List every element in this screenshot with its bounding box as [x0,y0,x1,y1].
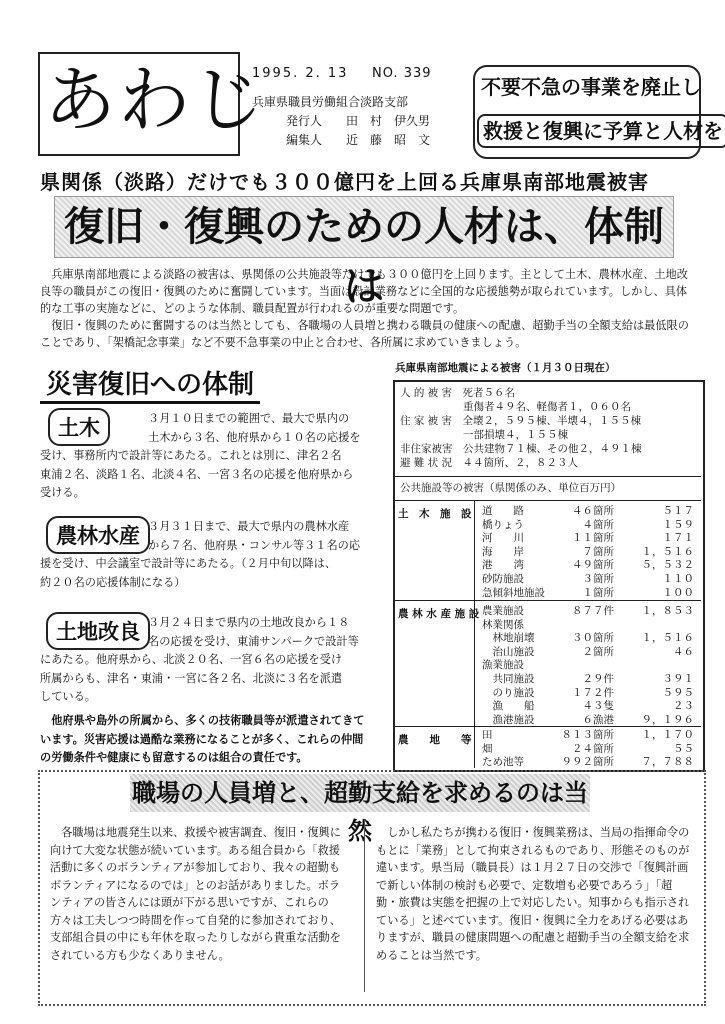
item-line: 名の応援を受け、東浦サンパークで設計等 [148,634,359,648]
item-line: から７名、他府県・コンサル等３１名の応 [148,538,361,552]
item-line: している。 [40,690,96,703]
facility-count: ７箇所 [582,545,614,558]
category-label: 農 林 水 産 施 設 [398,608,480,620]
facility-amount: ５，５３２ [641,559,694,572]
summary-row: 重傷者４９名、軽傷者１，０６０名 [400,401,631,413]
item-line: 所属からも、津名・東浦・一宮に各２名、北淡に３名を派遣 [40,671,343,685]
facility-amount: １１０ [662,573,694,585]
item-line: 受け、事務所内で設計等にあたる。これとは別に、津名２名 [40,449,342,462]
facility-amount: ５１７ [662,505,694,517]
facility-name: 急傾斜地施設 [482,586,545,599]
facility-count: １箇所 [582,586,614,599]
divider [393,500,701,501]
public-title: 公共施設等の被害（県関係のみ、単位百万円） [400,482,622,494]
section-title: 災害復旧への体制 [40,364,260,404]
item-norin [40,518,370,592]
facility-count: ４９箇所 [572,559,614,572]
facility-name: のり施設 [482,686,535,699]
item-line: 援を受け、中会議室で設計等にあたる。（２月中旬以降は、 [40,557,337,570]
facility-count: ３０箇所 [572,632,614,645]
facility-count: ４６箇所 [572,505,614,517]
facility-group [482,504,698,600]
column-text: 各職場は地震発生以来、救援や被害調査、復旧・復興に向けて大変な状態が続いています。ある組合員から「救援活動に多くのボランティアが参加しており、我々の超勤もボランティアになるのでは」とのお話がありました。ボランティアの皆さんには頭が下がる思いですが、これらの方々は工夫しつつ時間を作って自発的に参加されており、支部組合員の中にも年休を取ったりしながら貴重な活動をされている方も少なくありません。 [50,826,341,962]
item-tochi [40,614,370,707]
facility-amount: １，５１６ [641,545,694,558]
facility-group [482,728,698,768]
item-tag: 農林水産 [46,516,150,554]
category-label: 土 木 施 設 [398,508,472,520]
bottom-right-column [376,824,694,964]
facility-name: 林地崩壊 [482,632,535,645]
facility-count: ９９２箇所 [561,756,614,769]
facility-name: 河 川 [482,532,524,545]
facility-name: 橋りょう [482,518,524,531]
item-line: 土木から３名、他府県から１０名の応援を [148,430,361,444]
item-line: 約２０名の応援体制になる） [40,575,186,589]
facility-amount: ９，１９６ [641,713,694,726]
note-text: 他府県や島外の所属から、多くの技術職員等が派遣されてきています。災害応援は過酷な業務になることが多く、これらの仲間の労働条件や健康にも留意するのは組合の責任です。 [40,714,365,764]
facility-amount: ５９５ [662,686,694,699]
issue-date: 1995. 2. 13 [252,66,349,81]
item-doboku [40,410,370,503]
summary-row: 一部損壊４，１５５棟 [400,429,568,441]
divider [393,476,701,477]
facility-group [482,604,698,726]
facility-count: １１箇所 [572,532,614,545]
item-line: ３月１０日までの範囲で、最大で県内の [148,412,350,425]
facility-count: ６漁港 [582,713,614,726]
issue-number: NO. 339 [372,66,432,81]
intro-paragraph: 復旧・復興のために奮闘するのは当然としても、各職場の人員増と携わる職員の健康への配慮、超勤手当の全額支給は最低限のことであり、「架橋記念事業」など不要不急事業の中止と合わせ、各所属に求めていきましょう。 [40,319,689,349]
divider [393,600,701,601]
facility-amount: １７１ [662,532,694,545]
facility-amount: ７，７８８ [641,756,694,769]
facility-count: ４箇所 [582,518,614,531]
facility-amount: １，５１６ [641,632,694,645]
summary-row: 人 的 被 害 死者５６名 [400,387,516,399]
item-line: 受ける。 [40,486,85,499]
facility-amount: １，１７０ [641,729,694,741]
item-tag: 土地改良 [46,612,150,650]
sub-headline: 県関係（淡路）だけでも３００億円を上回る兵庫県南部地震被害 [40,170,649,194]
facility-amount: ３９１ [662,673,694,685]
intro-paragraph: 兵庫県南部地震による淡路の被害は、県関係の公共施設等だけでも３００億円を上回ります。主として土木、農林水産、土地改良等の職員がこの復旧・復興のために奮闘しています。当面は設計業務などに全国的な応援態勢が取られています。しかし、具体的な工事の実施などに、どのような体制、職員配置が行われるのが重要な問題です。 [40,268,688,315]
facility-name: 漁港施設 [482,713,535,726]
facility-amount: ５５ [673,742,694,755]
slogan-line-1: 不要不急の事業を廃止し [481,75,701,99]
item-line: ３月３１日まで、最大で県内の農林水産 [148,520,350,533]
slogan-line-2: 救援と復興に予算と人材を [477,114,725,148]
facility-amount: ４６ [673,645,694,658]
bottom-headline: 職場の人員増と、超勤支給を求めるのは当然 [130,774,590,812]
bottom-left-column [50,824,350,964]
section-note [40,712,366,768]
facility-name: 治山施設 [482,645,535,658]
publisher-line: 発行人 田 村 伊久男 [286,114,431,128]
facility-amount: １，８５３ [641,605,694,617]
org-name: 兵庫県職員労働組合淡路支部 [252,95,409,109]
item-line: にあたる。他府県から、北淡２０名、一宮６名の応援を受け [40,653,343,666]
column-text: しかし私たちが携わる復旧・復興業務は、当局の指揮命令のもとに「業務」として拘束されるものであり、形態そのものが違います。県当局（職員長）は１月２７日の交渉で「復興計画で新しい体制の検討も必要で、定数増も必要であろう」「超勤・旅費は実態を把握の上で対応したい。知事からも指示されている」と述べています。復旧・復興に全力をあげる必要はありますが、職員の健康問題への配慮と超勤手当の全額支給を求めることは当然です。 [376,826,690,962]
facility-name: 漁業施設 [482,659,524,672]
damage-summary [400,386,642,470]
facility-name: 農業施設 [482,605,524,617]
facility-name: 畑 [482,742,493,755]
summary-row: 避 難 状 況 ４４箇所、２，８２３人 [400,457,579,469]
facility-amount: １５９ [662,518,694,531]
masthead-title: あわじ [44,58,267,142]
facility-count: ２箇所 [582,645,614,658]
facility-count: ３箇所 [582,573,614,585]
facility-name: ため池等 [482,756,524,769]
damage-title: 兵庫県南部地震による被害（１月３０日現在） [395,362,616,374]
facility-name: 道 路 [482,505,524,517]
facility-name: 林業関係 [482,618,524,631]
facility-count: ４３隻 [582,700,614,713]
facility-name: 共同施設 [482,673,535,685]
facility-name: 港 湾 [482,559,524,572]
category-label: 農 地 等 [398,734,472,746]
item-line: ３月２４日まで県内の土地改良から１８ [148,616,350,629]
facility-count: １７２件 [572,686,614,699]
editor-line: 編集人 近 藤 昭 文 [286,133,431,147]
item-tag: 土木 [48,408,110,446]
column-divider [364,820,365,992]
facility-amount: １００ [662,586,694,599]
facility-count: ８１３箇所 [561,729,614,741]
intro-text [40,266,690,351]
facility-name: 漁 船 [482,700,535,713]
item-line: 東浦２名、淡路１名、北淡４名、一宮３名の応援を他府県から [40,467,354,481]
facility-count: ２４箇所 [572,742,614,755]
main-headline: 復旧・復興のための人材は、体制は [54,196,674,258]
summary-row: 住 家 被 害 全壊２，５９５棟、半壊４，１５５棟 [400,415,642,427]
facility-name: 砂防施設 [482,573,524,585]
facility-name: 田 [482,729,493,741]
facility-count: ２９件 [582,673,614,685]
facility-count: ８７７件 [572,605,614,617]
summary-row: 非住家被害 公共建物７１棟、その他２，４９１棟 [400,443,642,455]
facility-name: 海 岸 [482,545,524,558]
facility-amount: ２３ [673,700,694,713]
divider [474,500,475,768]
